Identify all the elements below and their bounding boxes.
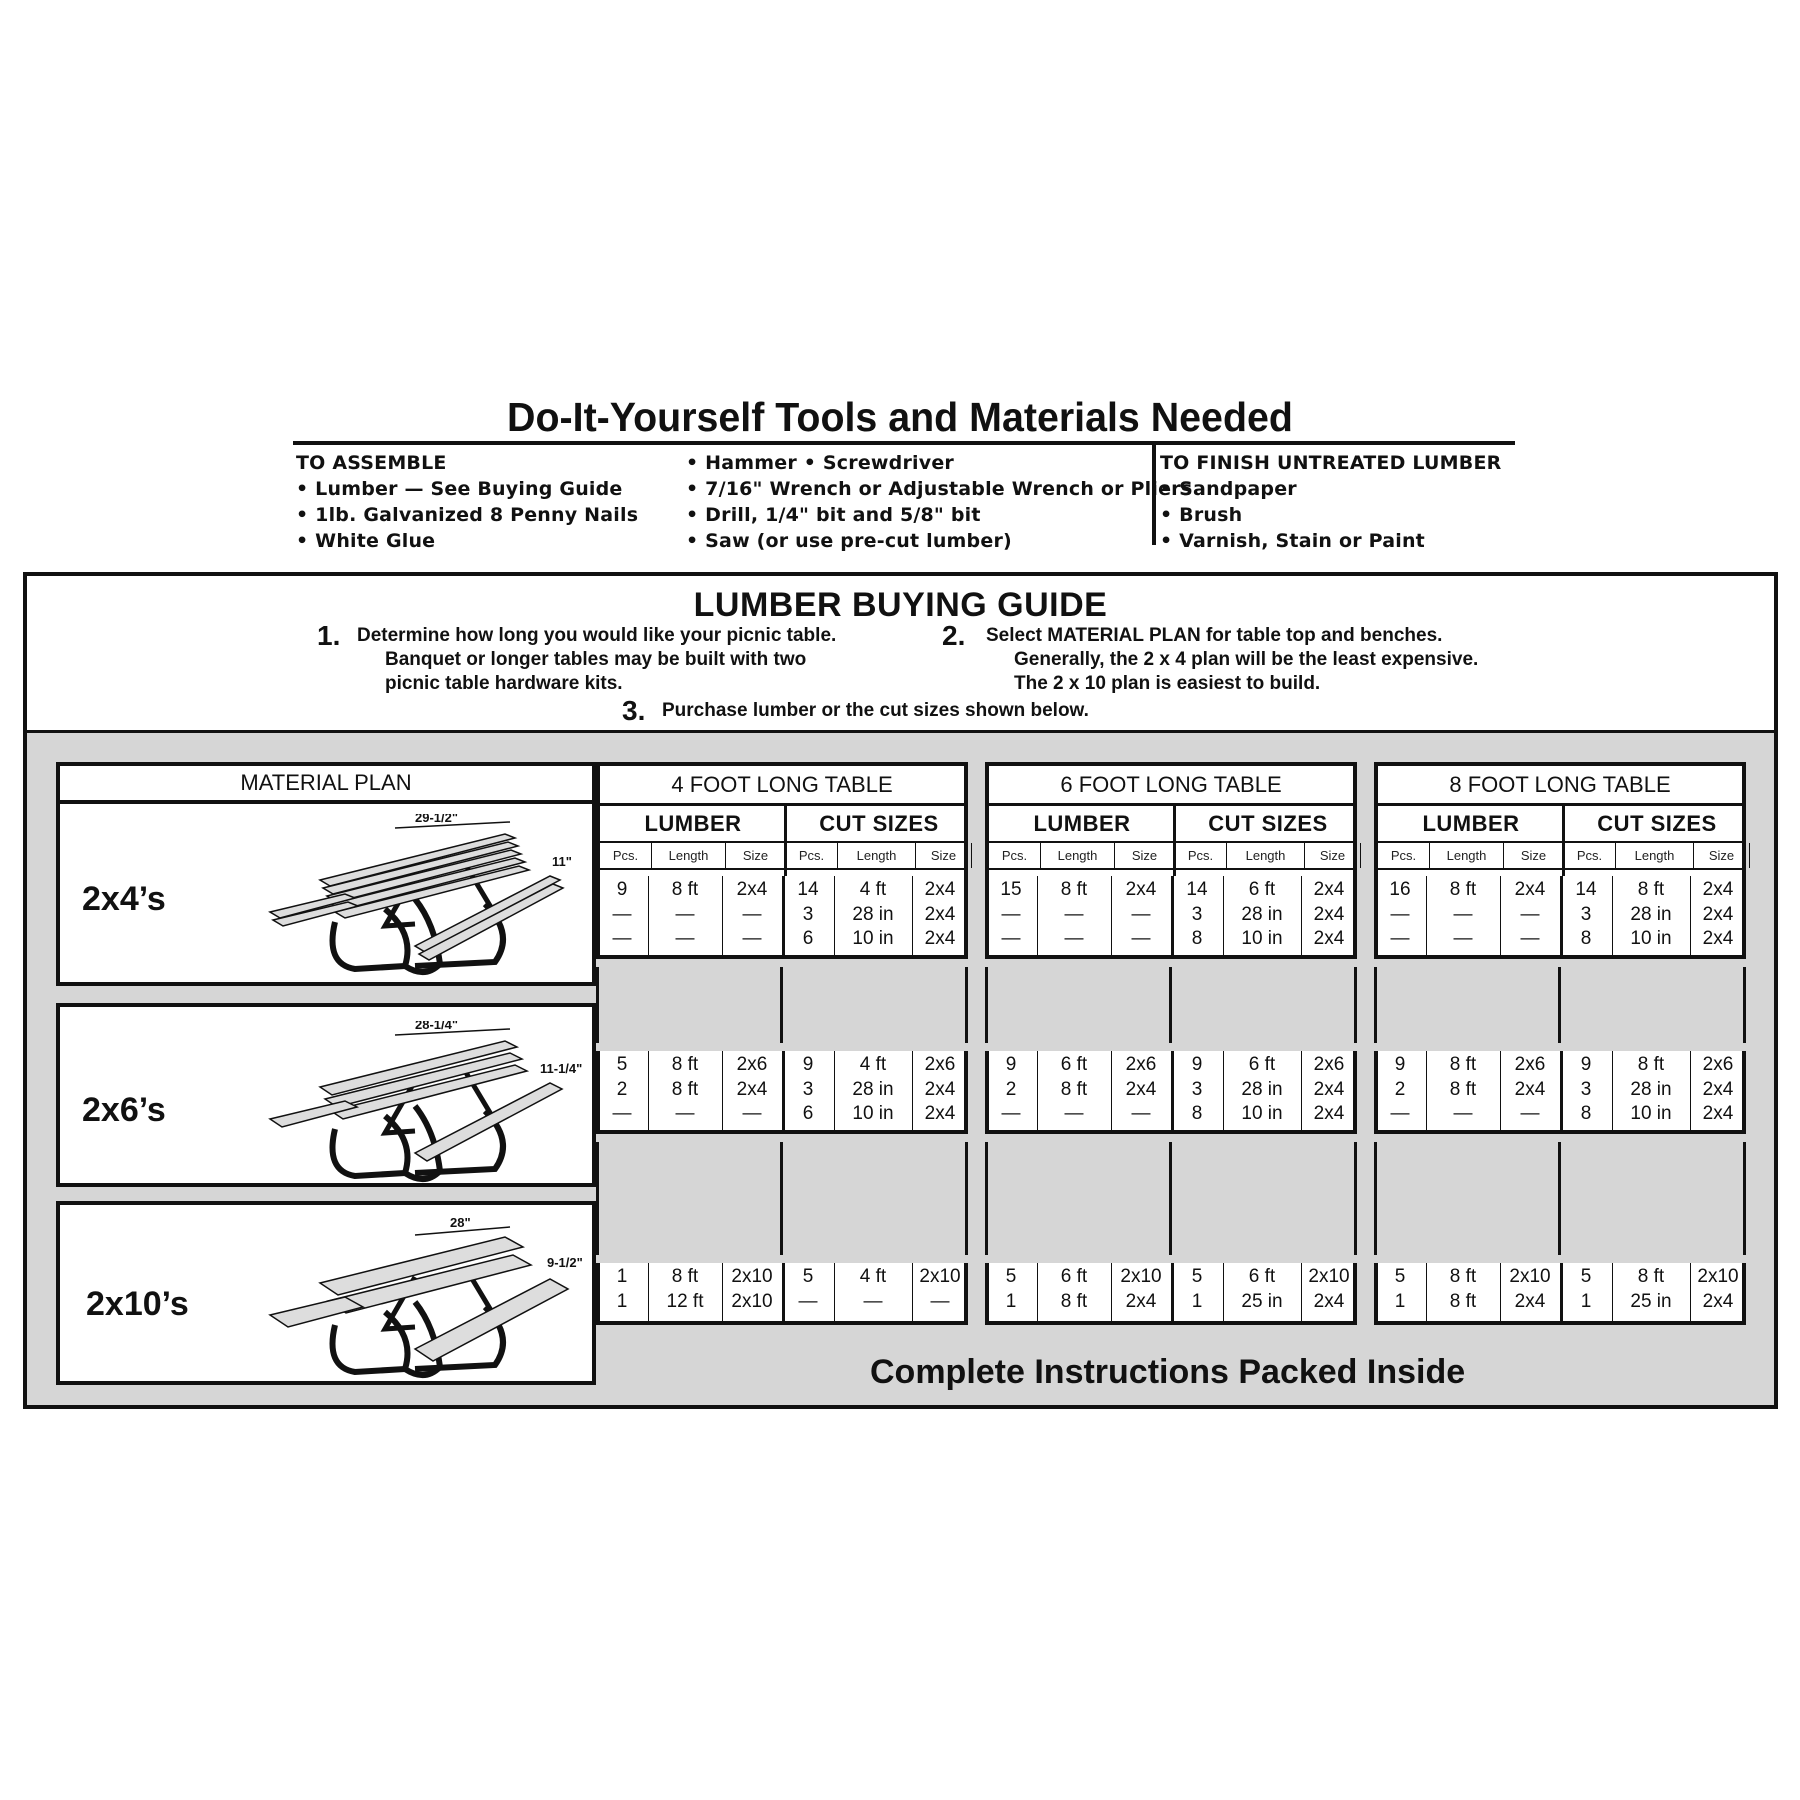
table-cell: 2x4 bbox=[1514, 1078, 1546, 1100]
table-cell: — bbox=[675, 903, 695, 925]
column-header: Pcs. bbox=[1175, 843, 1227, 868]
table-cell: 6 ft bbox=[1060, 1054, 1088, 1075]
table-cell: 14 bbox=[1575, 879, 1597, 900]
table-cell: 6 ft bbox=[1248, 879, 1276, 900]
table-cell: 10 in bbox=[1630, 928, 1672, 949]
guide-header bbox=[27, 576, 1774, 733]
dimension-top: 29-1/2" bbox=[415, 814, 459, 825]
table-cell: 2x4 bbox=[924, 928, 956, 949]
table-cell: 2x4 bbox=[1514, 1290, 1546, 1312]
divider bbox=[1378, 868, 1742, 870]
table-cell: 2x10 bbox=[731, 1266, 773, 1287]
table-cell: 9 bbox=[616, 879, 628, 900]
table-cell: — bbox=[1390, 928, 1410, 949]
table-cell: — bbox=[675, 1103, 695, 1124]
table-cell: 2x6 bbox=[1702, 1054, 1734, 1075]
size-data-group bbox=[596, 1051, 968, 1134]
table-cell: 1 bbox=[1191, 1290, 1203, 1312]
column-header: Pcs. bbox=[1564, 843, 1616, 868]
table-cell: 8 ft bbox=[1060, 879, 1088, 900]
table-cell: 5 bbox=[1191, 1266, 1203, 1287]
cut-sizes-heading: CUT SIZES bbox=[819, 811, 939, 836]
table-cell: 2x4 bbox=[1702, 903, 1734, 925]
table-cell: 3 bbox=[802, 903, 814, 925]
table-cell: 9 bbox=[1005, 1054, 1017, 1075]
step-text: Purchase lumber or the cut sizes shown below. bbox=[662, 700, 1089, 721]
column-header: Size bbox=[1305, 843, 1361, 868]
size-data-group bbox=[1374, 1051, 1746, 1134]
cut-sizes-heading: CUT SIZES bbox=[1597, 811, 1717, 836]
table-cell: 5 bbox=[1580, 1266, 1592, 1287]
table-cell: — bbox=[1001, 928, 1021, 949]
table-cell: 8 ft bbox=[1449, 1290, 1477, 1312]
column-header: Length bbox=[1227, 843, 1305, 868]
column-header: Size bbox=[1504, 843, 1564, 868]
table-cell: — bbox=[1131, 1103, 1151, 1124]
table-cell: 2x4 bbox=[1313, 928, 1345, 949]
table-cell: 2x4 bbox=[1702, 928, 1734, 949]
table-cell: 28 in bbox=[1241, 1078, 1283, 1100]
table-cell: 2 bbox=[1394, 1078, 1406, 1100]
column-header: Length bbox=[1041, 843, 1115, 868]
table-cell: 2x6 bbox=[1125, 1054, 1157, 1075]
size-data-group bbox=[1374, 1263, 1746, 1325]
tool-item: • Drill, 1/4" bit and 5/8" bit bbox=[686, 504, 981, 526]
table-cell: — bbox=[1453, 903, 1473, 925]
table-cell: 12 ft bbox=[666, 1290, 704, 1312]
table-cell: 2 bbox=[616, 1078, 628, 1100]
table-cell: 4 ft bbox=[859, 1266, 887, 1287]
table-cell: 8 ft bbox=[671, 1078, 699, 1100]
step-number: 2. bbox=[942, 620, 966, 651]
size-table-header bbox=[596, 762, 968, 880]
table-cell: 8 ft bbox=[1060, 1078, 1088, 1100]
rail bbox=[1354, 967, 1357, 1043]
table-cell: 2x6 bbox=[1514, 1054, 1546, 1075]
table-cell: 2x4 bbox=[1702, 1078, 1734, 1100]
table-cell: 8 ft bbox=[671, 1054, 699, 1075]
column-header: Length bbox=[838, 843, 916, 868]
table-cell: 2x6 bbox=[736, 1054, 768, 1075]
table-cell: — bbox=[742, 928, 762, 949]
table-cell: 28 in bbox=[852, 903, 894, 925]
footer-note: Complete Instructions Packed Inside bbox=[870, 1353, 1466, 1391]
rail bbox=[1169, 1142, 1172, 1255]
column-header: Pcs. bbox=[989, 843, 1041, 868]
table-cell: 2x4 bbox=[736, 1078, 768, 1100]
table-cell: 10 in bbox=[1241, 1103, 1283, 1124]
table-cell: 8 bbox=[1191, 928, 1203, 949]
table-cell: 8 bbox=[1580, 928, 1592, 949]
table-cell: 2x4 bbox=[924, 903, 956, 925]
rail bbox=[1169, 967, 1172, 1043]
rail bbox=[985, 967, 988, 1043]
plan-2x6 bbox=[56, 1003, 596, 1187]
table-cell: — bbox=[612, 1103, 632, 1124]
table-cell: 4 ft bbox=[859, 879, 887, 900]
rail bbox=[596, 967, 599, 1043]
table-length-title: 6 FOOT LONG TABLE bbox=[989, 766, 1353, 806]
rail bbox=[1374, 1142, 1377, 1255]
table-cell: 5 bbox=[616, 1054, 628, 1075]
step-text: Determine how long you would like your picnic table. bbox=[357, 625, 837, 646]
table-cell: — bbox=[798, 1290, 818, 1312]
table-cell: — bbox=[1520, 928, 1540, 949]
table-cell: 2x4 bbox=[1313, 879, 1345, 900]
guide-title: LUMBER BUYING GUIDE bbox=[693, 586, 1108, 624]
tool-item: • 7/16" Wrench or Adjustable Wrench or Pliers bbox=[686, 478, 1193, 500]
table-cell: 14 bbox=[1186, 879, 1208, 900]
table-cell: 2x4 bbox=[1125, 1078, 1157, 1100]
table-cell: — bbox=[742, 1103, 762, 1124]
dimension-side: 11" bbox=[552, 854, 572, 869]
table-cell: 8 ft bbox=[1637, 1054, 1665, 1075]
table-cell: 2x10 bbox=[919, 1266, 961, 1287]
column-header: Size bbox=[1694, 843, 1750, 868]
assemble-heading: TO ASSEMBLE bbox=[296, 452, 447, 474]
table-cell: 2x4 bbox=[924, 1078, 956, 1100]
table-cell: 2x4 bbox=[1313, 1103, 1345, 1124]
dimension-side: 11-1/4" bbox=[540, 1061, 583, 1076]
table-cell: 6 bbox=[802, 1103, 814, 1124]
material-plan-header: MATERIAL PLAN bbox=[56, 762, 596, 804]
finish-item: • Brush bbox=[1160, 504, 1243, 526]
table-cell: — bbox=[1453, 928, 1473, 949]
picnic-table-2x6-illustration bbox=[265, 1021, 585, 1189]
table-cell: 6 ft bbox=[1248, 1266, 1276, 1287]
table-cell: 10 in bbox=[1241, 928, 1283, 949]
table-cell: 2x10 bbox=[731, 1290, 773, 1312]
rail bbox=[965, 967, 968, 1043]
plan-label: 2x4’s bbox=[82, 880, 166, 918]
divider bbox=[989, 868, 1353, 870]
assemble-item: • White Glue bbox=[296, 530, 436, 552]
step-text: The 2 x 10 plan is easiest to build. bbox=[1014, 673, 1321, 694]
table-cell: 28 in bbox=[1630, 1078, 1672, 1100]
rail bbox=[965, 1142, 968, 1255]
table-cell: 2x4 bbox=[1125, 1290, 1157, 1312]
table-cell: 5 bbox=[1005, 1266, 1017, 1287]
size-data-group bbox=[1374, 876, 1746, 959]
table-cell: 8 ft bbox=[1449, 1078, 1477, 1100]
table-cell: 8 ft bbox=[1637, 1266, 1665, 1287]
table-cell: — bbox=[1064, 928, 1084, 949]
rail bbox=[1558, 967, 1561, 1043]
table-cell: 2x10 bbox=[1308, 1266, 1350, 1287]
rail bbox=[1743, 1142, 1746, 1255]
table-cell: 2x4 bbox=[1313, 1290, 1345, 1312]
finish-heading: TO FINISH UNTREATED LUMBER bbox=[1160, 452, 1502, 474]
picnic-table-2x4-illustration bbox=[265, 814, 585, 982]
column-header: Size bbox=[726, 843, 786, 868]
column-header: Length bbox=[1616, 843, 1694, 868]
table-cell: 1 bbox=[616, 1266, 628, 1287]
table-cell: 2x6 bbox=[924, 1054, 956, 1075]
tool-item: • Saw (or use pre-cut lumber) bbox=[686, 530, 1012, 552]
table-cell: 2x10 bbox=[1120, 1266, 1162, 1287]
step-text: Generally, the 2 x 4 plan will be the least expensive. bbox=[1014, 649, 1479, 670]
table-cell: 10 in bbox=[852, 928, 894, 949]
assemble-item: • 1lb. Galvanized 8 Penny Nails bbox=[296, 504, 639, 526]
table-cell: 8 bbox=[1580, 1103, 1592, 1124]
step-number: 3. bbox=[622, 695, 646, 726]
table-cell: 9 bbox=[1394, 1054, 1406, 1075]
table-cell: 3 bbox=[1191, 1078, 1203, 1100]
table-cell: 1 bbox=[1005, 1290, 1017, 1312]
column-header: Length bbox=[652, 843, 726, 868]
table-cell: 25 in bbox=[1241, 1290, 1283, 1312]
rail bbox=[780, 967, 783, 1043]
table-cell: 6 ft bbox=[1248, 1054, 1276, 1075]
table-length-title: 4 FOOT LONG TABLE bbox=[600, 766, 964, 806]
table-cell: 6 bbox=[802, 928, 814, 949]
table-cell: 8 ft bbox=[1449, 879, 1477, 900]
rail bbox=[1743, 967, 1746, 1043]
lumber-heading: LUMBER bbox=[1033, 811, 1131, 836]
table-cell: 2x6 bbox=[1313, 1054, 1345, 1075]
table-cell: 1 bbox=[1580, 1290, 1592, 1312]
table-cell: 2x4 bbox=[1125, 879, 1157, 900]
plan-2x10 bbox=[56, 1201, 596, 1385]
table-cell: 9 bbox=[1580, 1054, 1592, 1075]
table-cell: 28 in bbox=[1630, 903, 1672, 925]
table-cell: 9 bbox=[802, 1054, 814, 1075]
table-cell: — bbox=[612, 928, 632, 949]
divider bbox=[1562, 806, 1565, 884]
table-cell: 14 bbox=[797, 879, 819, 900]
table-cell: 2x4 bbox=[1313, 1078, 1345, 1100]
plan-2x4 bbox=[56, 800, 596, 986]
table-cell: — bbox=[1131, 928, 1151, 949]
table-cell: 8 ft bbox=[671, 879, 699, 900]
table-cell: 2x10 bbox=[1697, 1266, 1739, 1287]
cut-sizes-heading: CUT SIZES bbox=[1208, 811, 1328, 836]
table-cell: 9 bbox=[1191, 1054, 1203, 1075]
tools-list bbox=[686, 450, 1192, 554]
table-cell: 3 bbox=[802, 1078, 814, 1100]
table-cell: 2x4 bbox=[736, 879, 768, 900]
rail bbox=[1374, 967, 1377, 1043]
dimension-side: 9-1/2" bbox=[547, 1255, 583, 1270]
table-cell: 28 in bbox=[852, 1078, 894, 1100]
table-cell: — bbox=[742, 903, 762, 925]
table-cell: 2x4 bbox=[1514, 879, 1546, 900]
assemble-item: • Lumber — See Buying Guide bbox=[296, 478, 623, 500]
column-header: Pcs. bbox=[1378, 843, 1430, 868]
table-length-title: 8 FOOT LONG TABLE bbox=[1378, 766, 1742, 806]
table-cell: 2x4 bbox=[1702, 879, 1734, 900]
dimension-top: 28-1/4" bbox=[415, 1021, 459, 1032]
table-cell: 1 bbox=[1394, 1290, 1406, 1312]
table-cell: 2x4 bbox=[924, 1103, 956, 1124]
tools-rule bbox=[293, 441, 1515, 445]
table-cell: — bbox=[1001, 903, 1021, 925]
finish-item: • Sandpaper bbox=[1160, 478, 1297, 500]
rail bbox=[780, 1142, 783, 1255]
finish-list bbox=[1160, 450, 1501, 554]
rail bbox=[1354, 1142, 1357, 1255]
step-text: picnic table hardware kits. bbox=[385, 673, 623, 694]
table-cell: 2x4 bbox=[1702, 1103, 1734, 1124]
table-cell: 2 bbox=[1005, 1078, 1017, 1100]
table-cell: 15 bbox=[1000, 879, 1022, 900]
table-cell: — bbox=[1520, 1103, 1540, 1124]
size-data-group bbox=[596, 876, 968, 959]
rail bbox=[985, 1142, 988, 1255]
table-cell: 8 ft bbox=[1060, 1290, 1088, 1312]
tool-item: • Hammer • Screwdriver bbox=[686, 452, 954, 474]
table-cell: — bbox=[1131, 903, 1151, 925]
column-header: Pcs. bbox=[600, 843, 652, 868]
table-cell: — bbox=[612, 903, 632, 925]
step-text: Select MATERIAL PLAN for table top and benches. bbox=[986, 625, 1443, 646]
table-cell: 8 bbox=[1191, 1103, 1203, 1124]
column-header: Pcs. bbox=[786, 843, 838, 868]
tools-title: Do-It-Yourself Tools and Materials Needed bbox=[507, 394, 1293, 440]
table-cell: 3 bbox=[1580, 903, 1592, 925]
table-cell: — bbox=[1064, 1103, 1084, 1124]
column-header: Size bbox=[1115, 843, 1175, 868]
size-data-group bbox=[985, 1263, 1357, 1325]
table-cell: 8 ft bbox=[671, 1266, 699, 1287]
size-table-header bbox=[1374, 762, 1746, 880]
table-cell: 8 ft bbox=[1637, 879, 1665, 900]
table-cell: — bbox=[1390, 903, 1410, 925]
table-cell: — bbox=[930, 1290, 950, 1312]
dimension-top: 28" bbox=[450, 1217, 471, 1230]
table-cell: — bbox=[1520, 903, 1540, 925]
rail bbox=[596, 1142, 599, 1255]
table-cell: 28 in bbox=[1241, 903, 1283, 925]
assemble-list bbox=[296, 450, 638, 554]
table-cell: 25 in bbox=[1630, 1290, 1672, 1312]
table-cell: 4 ft bbox=[859, 1054, 887, 1075]
table-cell: 16 bbox=[1389, 879, 1411, 900]
table-cell: 5 bbox=[802, 1266, 814, 1287]
table-cell: 3 bbox=[1191, 903, 1203, 925]
step-number: 1. bbox=[317, 620, 341, 651]
table-cell: — bbox=[675, 928, 695, 949]
table-cell: 1 bbox=[616, 1290, 628, 1312]
size-table-header bbox=[985, 762, 1357, 880]
size-data-group bbox=[596, 1263, 968, 1325]
table-cell: 2x4 bbox=[1313, 903, 1345, 925]
lumber-heading: LUMBER bbox=[644, 811, 742, 836]
table-cell: 6 ft bbox=[1060, 1266, 1088, 1287]
table-cell: 2x10 bbox=[1509, 1266, 1551, 1287]
size-data-group bbox=[985, 1051, 1357, 1134]
plan-label: 2x6’s bbox=[82, 1091, 166, 1129]
table-cell: 2x4 bbox=[1702, 1290, 1734, 1312]
table-cell: — bbox=[1453, 1103, 1473, 1124]
table-cell: 10 in bbox=[852, 1103, 894, 1124]
divider bbox=[784, 806, 787, 884]
picnic-table-2x10-illustration bbox=[265, 1217, 585, 1385]
table-cell: 2x4 bbox=[924, 879, 956, 900]
table-cell: — bbox=[863, 1290, 883, 1312]
plan-label: 2x10’s bbox=[86, 1285, 189, 1323]
table-cell: — bbox=[1390, 1103, 1410, 1124]
lumber-heading: LUMBER bbox=[1422, 811, 1520, 836]
table-cell: 3 bbox=[1580, 1078, 1592, 1100]
finish-item: • Varnish, Stain or Paint bbox=[1160, 530, 1425, 552]
rail bbox=[1558, 1142, 1561, 1255]
table-cell: 5 bbox=[1394, 1266, 1406, 1287]
table-cell: 10 in bbox=[1630, 1103, 1672, 1124]
table-cell: 8 ft bbox=[1449, 1054, 1477, 1075]
column-header: Size bbox=[916, 843, 972, 868]
table-cell: 8 ft bbox=[1449, 1266, 1477, 1287]
table-cell: — bbox=[1001, 1103, 1021, 1124]
divider bbox=[600, 868, 964, 870]
divider bbox=[1173, 806, 1176, 884]
column-header: Length bbox=[1430, 843, 1504, 868]
step-text: Banquet or longer tables may be built with two bbox=[385, 649, 807, 670]
table-cell: — bbox=[1064, 903, 1084, 925]
size-data-group bbox=[985, 876, 1357, 959]
